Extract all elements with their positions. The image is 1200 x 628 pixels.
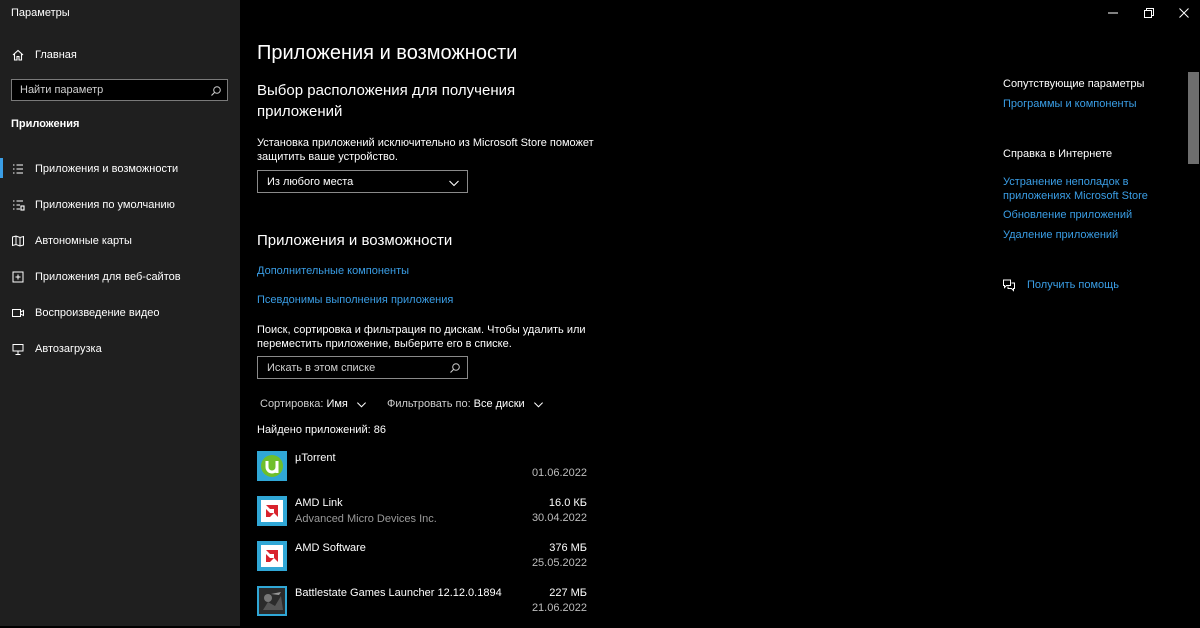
- app-execution-aliases-link[interactable]: Псевдонимы выполнения приложения: [257, 294, 454, 306]
- update-apps-link[interactable]: Обновление приложений: [1003, 209, 1133, 221]
- apps-section-description: Поиск, сортировка и фильтрация по дискам. Чтобы удалить или переместить приложение, выберите его в списке.: [257, 324, 586, 350]
- install-source-dropdown[interactable]: [257, 170, 468, 193]
- chevron-down-icon: [448, 176, 460, 194]
- app-date: 30.04.2022: [531, 512, 587, 524]
- home-label: Главная: [35, 49, 77, 61]
- sidebar-item-label: Воспроизведение видео: [35, 307, 160, 319]
- search-icon[interactable]: [210, 84, 222, 102]
- sidebar-item-label: Приложения по умолчанию: [35, 199, 175, 211]
- install-source-description: Установка приложений исключительно из Microsoft Store поможет защитить ваше устройство.: [257, 137, 594, 163]
- apps-search-input[interactable]: [257, 356, 468, 379]
- install-source-heading: Выбор расположения для получения приложений: [257, 82, 516, 120]
- sidebar-item-label: Приложения и возможности: [35, 163, 179, 175]
- settings-search-input[interactable]: [11, 79, 228, 101]
- get-help-label: Получить помощь: [1027, 279, 1119, 291]
- chevron-down-icon: [356, 399, 367, 410]
- scrollbar-thumb[interactable]: [1188, 72, 1199, 164]
- get-help-link[interactable]: [1002, 278, 1119, 292]
- programs-features-link[interactable]: Программы и компоненты: [1003, 98, 1137, 110]
- apps-section-heading: Приложения и возможности: [257, 232, 453, 249]
- list-icon: [11, 162, 25, 176]
- optional-features-link[interactable]: Дополнительные компоненты: [257, 265, 410, 277]
- sidebar-item-apps-features[interactable]: [0, 155, 240, 183]
- utorrent-icon: [257, 451, 287, 481]
- web-apps-icon: [11, 270, 25, 284]
- home-nav-item[interactable]: [0, 41, 240, 69]
- filter-label: Фильтровать по:: [387, 398, 471, 410]
- app-size: 227 МБ: [549, 587, 587, 599]
- apps-search-placeholder: Искать в этом списке: [267, 362, 376, 374]
- default-apps-icon: [11, 198, 25, 212]
- app-list-item[interactable]: [257, 541, 587, 583]
- video-icon: [11, 306, 25, 320]
- app-size: 16.0 КБ: [548, 497, 587, 509]
- app-name: Battlestate Games Launcher 12.12.0.1894: [295, 587, 502, 599]
- settings-search-placeholder: Найти параметр: [20, 84, 104, 96]
- main-content: [240, 0, 1200, 626]
- search-icon[interactable]: [449, 361, 461, 379]
- sidebar-item-startup[interactable]: [0, 335, 240, 363]
- app-list-item[interactable]: [257, 586, 587, 628]
- sidebar-item-label: Приложения для веб-сайтов: [35, 271, 181, 283]
- sort-label: Сортировка:: [260, 398, 324, 410]
- battlestate-icon: [257, 586, 287, 616]
- chevron-down-icon: [533, 399, 544, 410]
- sidebar-item-offline-maps[interactable]: [0, 227, 240, 255]
- startup-icon: [11, 342, 25, 356]
- troubleshoot-store-link[interactable]: Устранение неполадок в приложениях Microsoft Store: [1003, 176, 1148, 202]
- sort-value: Имя: [326, 398, 348, 410]
- amd-icon: [257, 541, 287, 571]
- page-title: Приложения и возможности: [257, 42, 518, 64]
- app-name: AMD Software: [295, 542, 366, 554]
- app-date: 21.06.2022: [531, 602, 587, 614]
- online-help-heading: Справка в Интернете: [1003, 148, 1113, 160]
- app-list-item[interactable]: [257, 496, 587, 538]
- app-publisher: Advanced Micro Devices Inc.: [295, 513, 437, 525]
- filter-value: Все диски: [473, 398, 525, 410]
- window-title: Параметры: [11, 7, 70, 19]
- sidebar-item-default-apps[interactable]: [0, 191, 240, 219]
- sidebar-item-web-apps[interactable]: [0, 263, 240, 291]
- app-date: 01.06.2022: [531, 467, 587, 479]
- sort-dropdown[interactable]: [260, 398, 367, 410]
- app-date: 25.05.2022: [531, 557, 587, 569]
- apps-count: Найдено приложений: 86: [257, 424, 386, 436]
- amd-icon: [257, 496, 287, 526]
- app-name: AMD Link: [295, 497, 343, 509]
- chat-help-icon: [1002, 278, 1016, 292]
- install-source-value: Из любого места: [267, 176, 354, 188]
- home-icon: [11, 48, 25, 62]
- uninstall-apps-link[interactable]: Удаление приложений: [1003, 229, 1119, 241]
- sidebar-item-video-playback[interactable]: [0, 299, 240, 327]
- sidebar-item-label: Автономные карты: [35, 235, 132, 247]
- map-icon: [11, 234, 25, 248]
- app-size: 376 МБ: [549, 542, 587, 554]
- related-settings-heading: Сопутствующие параметры: [1003, 78, 1145, 90]
- app-name: µTorrent: [295, 452, 336, 464]
- sidebar-section-title: Приложения: [11, 118, 80, 130]
- sidebar-item-label: Автозагрузка: [35, 343, 102, 355]
- sidebar: [0, 0, 240, 626]
- app-list-item[interactable]: [257, 451, 587, 493]
- filter-dropdown[interactable]: [387, 398, 544, 410]
